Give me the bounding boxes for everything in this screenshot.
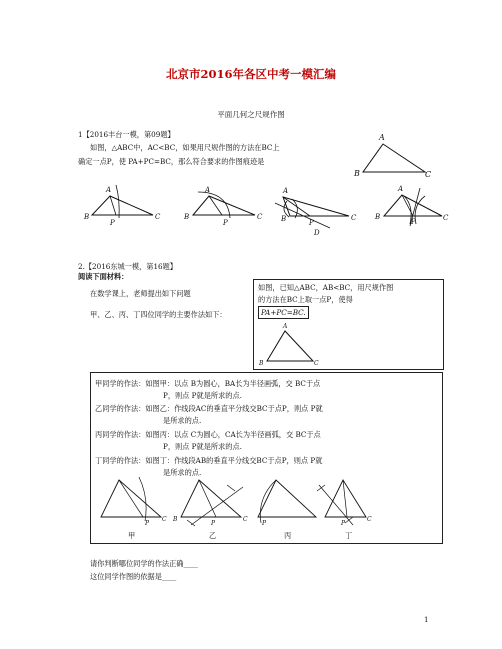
q2-intro-line2: 甲、乙、丙、丁四位同学的主要作法如下： — [90, 310, 227, 319]
label-a: A — [398, 185, 404, 193]
label-b: B — [173, 516, 178, 523]
label-b: B — [259, 360, 264, 367]
q1-option-figure-3 — [275, 187, 357, 237]
label-c: C — [314, 360, 319, 367]
box-triangle — [254, 280, 443, 369]
method-figures — [91, 373, 442, 543]
label-b: B — [184, 213, 190, 221]
label-a: A — [205, 186, 211, 194]
label-d: D — [314, 229, 320, 237]
method-2-line2: 是所求的点. — [163, 416, 202, 425]
question2-blank[interactable]: ____ — [161, 572, 177, 581]
caption-bing: 丙 — [284, 531, 292, 540]
label-a: A — [106, 186, 112, 194]
method-2-line1: 乙同学的作法：如图乙：作线段AC的垂直平分线交BC于点P，则点 P就 — [95, 404, 323, 413]
q1-line2: 确定一点P，使 PA+PC=BC，那么符合要求的作图痕迹是 — [78, 157, 265, 166]
q1-header: 1【2016丰台一模，第09题】 — [78, 130, 175, 139]
label-c: C — [162, 516, 167, 523]
label-b: B — [281, 215, 287, 223]
label-c: C — [257, 213, 263, 221]
figure-jia — [101, 477, 167, 527]
method-1-line2: P，则点 P就是所求的点. — [163, 391, 242, 400]
label-c: C — [443, 214, 449, 222]
q2-question2 — [90, 571, 176, 582]
label-a: A — [283, 323, 288, 330]
label-p: P — [309, 219, 314, 227]
label-b: B — [84, 213, 90, 221]
label-p: P — [145, 520, 150, 527]
method-1-line1: 甲同学的作法：如图甲：以点 B为圆心，BA长为半径画弧，交 BC于点 — [95, 379, 321, 388]
box-line2: 的方法在BC上取一点P，使得 — [258, 295, 353, 304]
q2-header: 2.【2016东城一模，第16题】 — [78, 262, 177, 271]
method-4-line1: 丁同学的作法：如图丁：作线段AB的垂直平分线交BC于点P，则点 P就 — [95, 456, 323, 465]
label-b: B — [375, 213, 381, 221]
method-3-line1: 丙同学的作法：如图丙：以点 C为圆心，CA长为半径画弧，交 BC于点 — [95, 430, 321, 439]
label-p: P — [341, 520, 346, 527]
label-c: C — [243, 516, 248, 523]
label-c: C — [155, 213, 161, 221]
method-4-line2: 是所求的点. — [163, 468, 202, 477]
page-subtitle: 平面几何之尺规作图 — [217, 110, 285, 119]
caption-ding: 丁 — [345, 531, 353, 540]
question2-text: 这位同学作图的依据是 — [90, 572, 162, 581]
question1-blank[interactable]: ____ — [183, 559, 198, 568]
q1-line1: 如图，△ABC中，AC<BC，如果用尺规作图的方法在BC上 — [90, 143, 280, 152]
box-line1: 如图，已知△ABC，AB<BC，用尺规作图 — [258, 283, 394, 292]
label-b: B — [354, 169, 360, 178]
label-p: P — [110, 219, 115, 227]
question1-text: 请你判断哪位同学的作法正确 — [90, 559, 184, 568]
label-a: A — [283, 187, 289, 195]
q1-option-figure-1 — [83, 185, 161, 227]
label-p: P — [223, 219, 228, 227]
page-number: 1 — [424, 616, 429, 624]
caption-yi: 乙 — [209, 531, 217, 540]
method-3-line2: P，则点 P就是所求的点. — [163, 442, 242, 451]
label-c: C — [425, 170, 432, 179]
q1-reference-triangle — [353, 133, 431, 179]
q2-read-title: 阅读下面材料： — [78, 272, 129, 281]
label-c: C — [367, 516, 372, 523]
label-a: A — [379, 133, 385, 142]
figure-yi — [172, 480, 248, 527]
q1-option-figure-4 — [374, 185, 449, 226]
label-c: C — [351, 214, 357, 222]
q1-option-figure-2 — [183, 186, 263, 227]
q2-question1 — [90, 558, 198, 569]
figure-ding — [317, 480, 372, 527]
figure-bing — [258, 480, 316, 527]
q2-intro-line1: 在数学课上，老师提出如下问题 — [90, 289, 191, 298]
box-line3: PA+PC=BC. — [258, 306, 309, 319]
label-p: P — [411, 218, 416, 226]
page-title: 北京市2016年各区中考一模汇编 — [165, 67, 336, 81]
problem-box — [253, 279, 444, 370]
caption-jia: 甲 — [128, 531, 136, 540]
label-p: P — [262, 520, 267, 527]
methods-box — [90, 372, 443, 544]
label-p: P — [211, 520, 216, 527]
